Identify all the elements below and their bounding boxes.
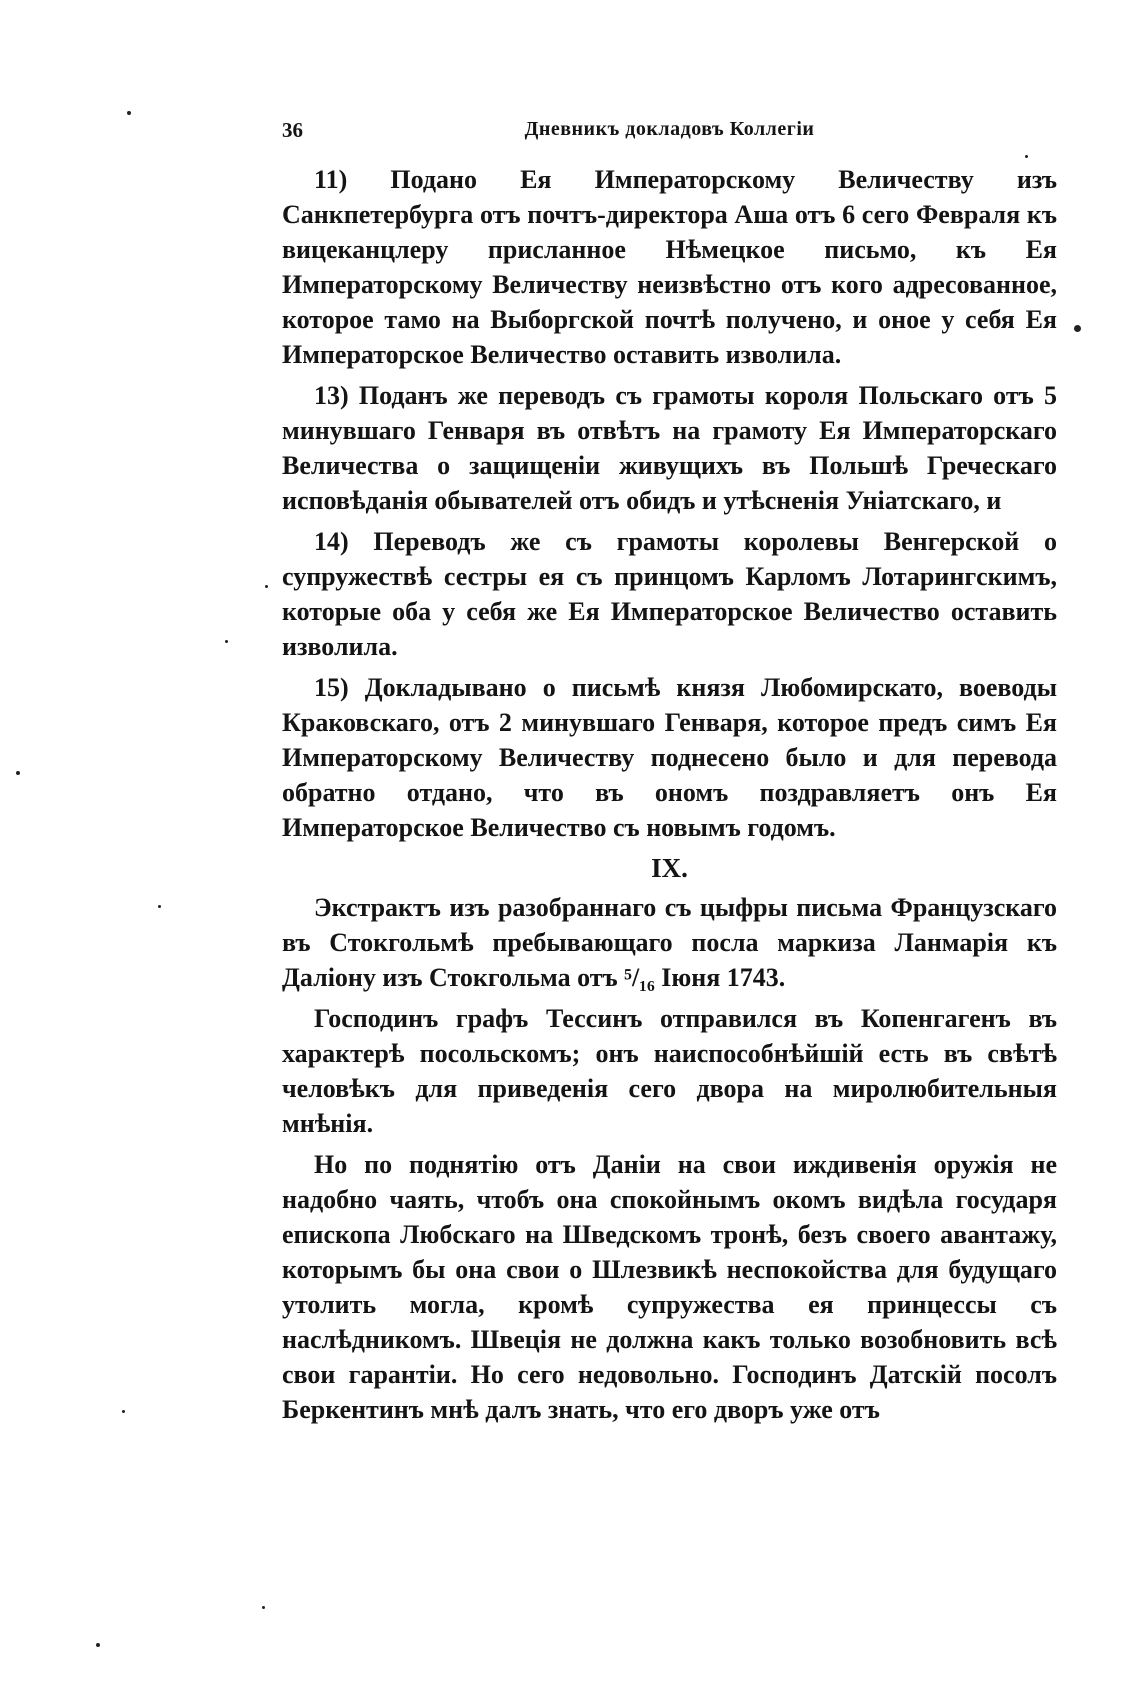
scan-speck [225, 640, 228, 643]
paragraph-item-13: 13) Поданъ же переводъ съ грамоты короля Польскаго отъ 5 минувшаго Генваря въ отвѣтъ на грамоту Ея Императорскаго Величества о защищеніи живущихъ въ Польшѣ Греческаго исповѣданія обывателей отъ обидъ и утѣсненія Уніатскаго, и [282, 381, 1057, 515]
scan-speck [158, 905, 161, 908]
section-heading: IX. [651, 853, 688, 883]
paragraph-item-14: 14) Переводъ же съ грамоты королевы Венгерской о супружествѣ сестры ея съ принцомъ Карломъ Лотарингскимъ, которые оба у себя же Ея Императорское Величество оставить изволила. [282, 527, 1057, 661]
scan-speck [1074, 325, 1081, 332]
scan-speck [96, 1643, 100, 1647]
extract-paragraph-denmark: Но по поднятію отъ Даніи на свои иждивенія оружія не надобно чаять, чтобъ она спокойнымъ окомъ видѣла государя епископа Любскаго на Шведскомъ тронѣ, безъ своего авантажу, которымъ бы она свои о Шлезвикѣ неспокойства для будущаго утолить могла, кромѣ супружества ея принцессы съ наслѣдникомъ. Швеція не должна какъ только возобновить всѣ свои гарантіи. Но сего недовольно. Господинъ Датскій посолъ Беркентинъ мнѣ далъ знать, что его дворъ уже отъ [282, 1150, 1057, 1424]
page-number: 36 [282, 118, 303, 142]
body-text [282, 162, 1057, 1433]
scan-speck [122, 1410, 125, 1413]
paragraph-item-11: 11) Подано Ея Императорскому Величеству изъ Санкпетербурга отъ почтъ-директора Аша отъ 6 сего Февраля къ вицеканцлеру присланное Нѣмецкое письмо, къ Ея Императорскому Величеству неизвѣстно отъ кого адресованное, которое тамо на Выборгской почтѣ получено, и оное у себя Ея Императорское Величество оставить изволила. [282, 165, 1057, 369]
scan-speck [262, 1606, 265, 1609]
running-head [282, 118, 1057, 148]
scan-speck [16, 771, 20, 775]
extract-title-paragraph: Экстрактъ изъ разобраннаго съ цыфры письма Французскаго въ Стокгольмѣ пребывающаго посла маркиза Ланмарія къ Даліону изъ Стокгольма отъ ⁵/₁₆ Іюня 1743. [282, 893, 1057, 992]
scan-speck [1025, 155, 1028, 158]
paragraph-item-15: 15) Докладывано о письмѣ князя Любомирскато, воеводы Краковскаго, отъ 2 минувшаго Генваря, которое предъ симъ Ея Императорскому Величеству поднесено было и для перевода обратно отдано, что въ ономъ поздравляетъ онъ Ея Императорское Величество съ новымъ годомъ. [282, 673, 1057, 842]
extract-paragraph-tessin: Господинъ графъ Тессинъ отправился въ Копенгагенъ въ характерѣ посольскомъ; онъ наиспособнѣйшій есть въ свѣтѣ человѣкъ для приведенія сего двора на миролюбительныя мнѣнія. [282, 1004, 1057, 1138]
running-title: Дневникъ докладовъ Коллегіи [524, 118, 815, 140]
scan-speck [127, 111, 131, 115]
scan-speck [265, 585, 268, 588]
